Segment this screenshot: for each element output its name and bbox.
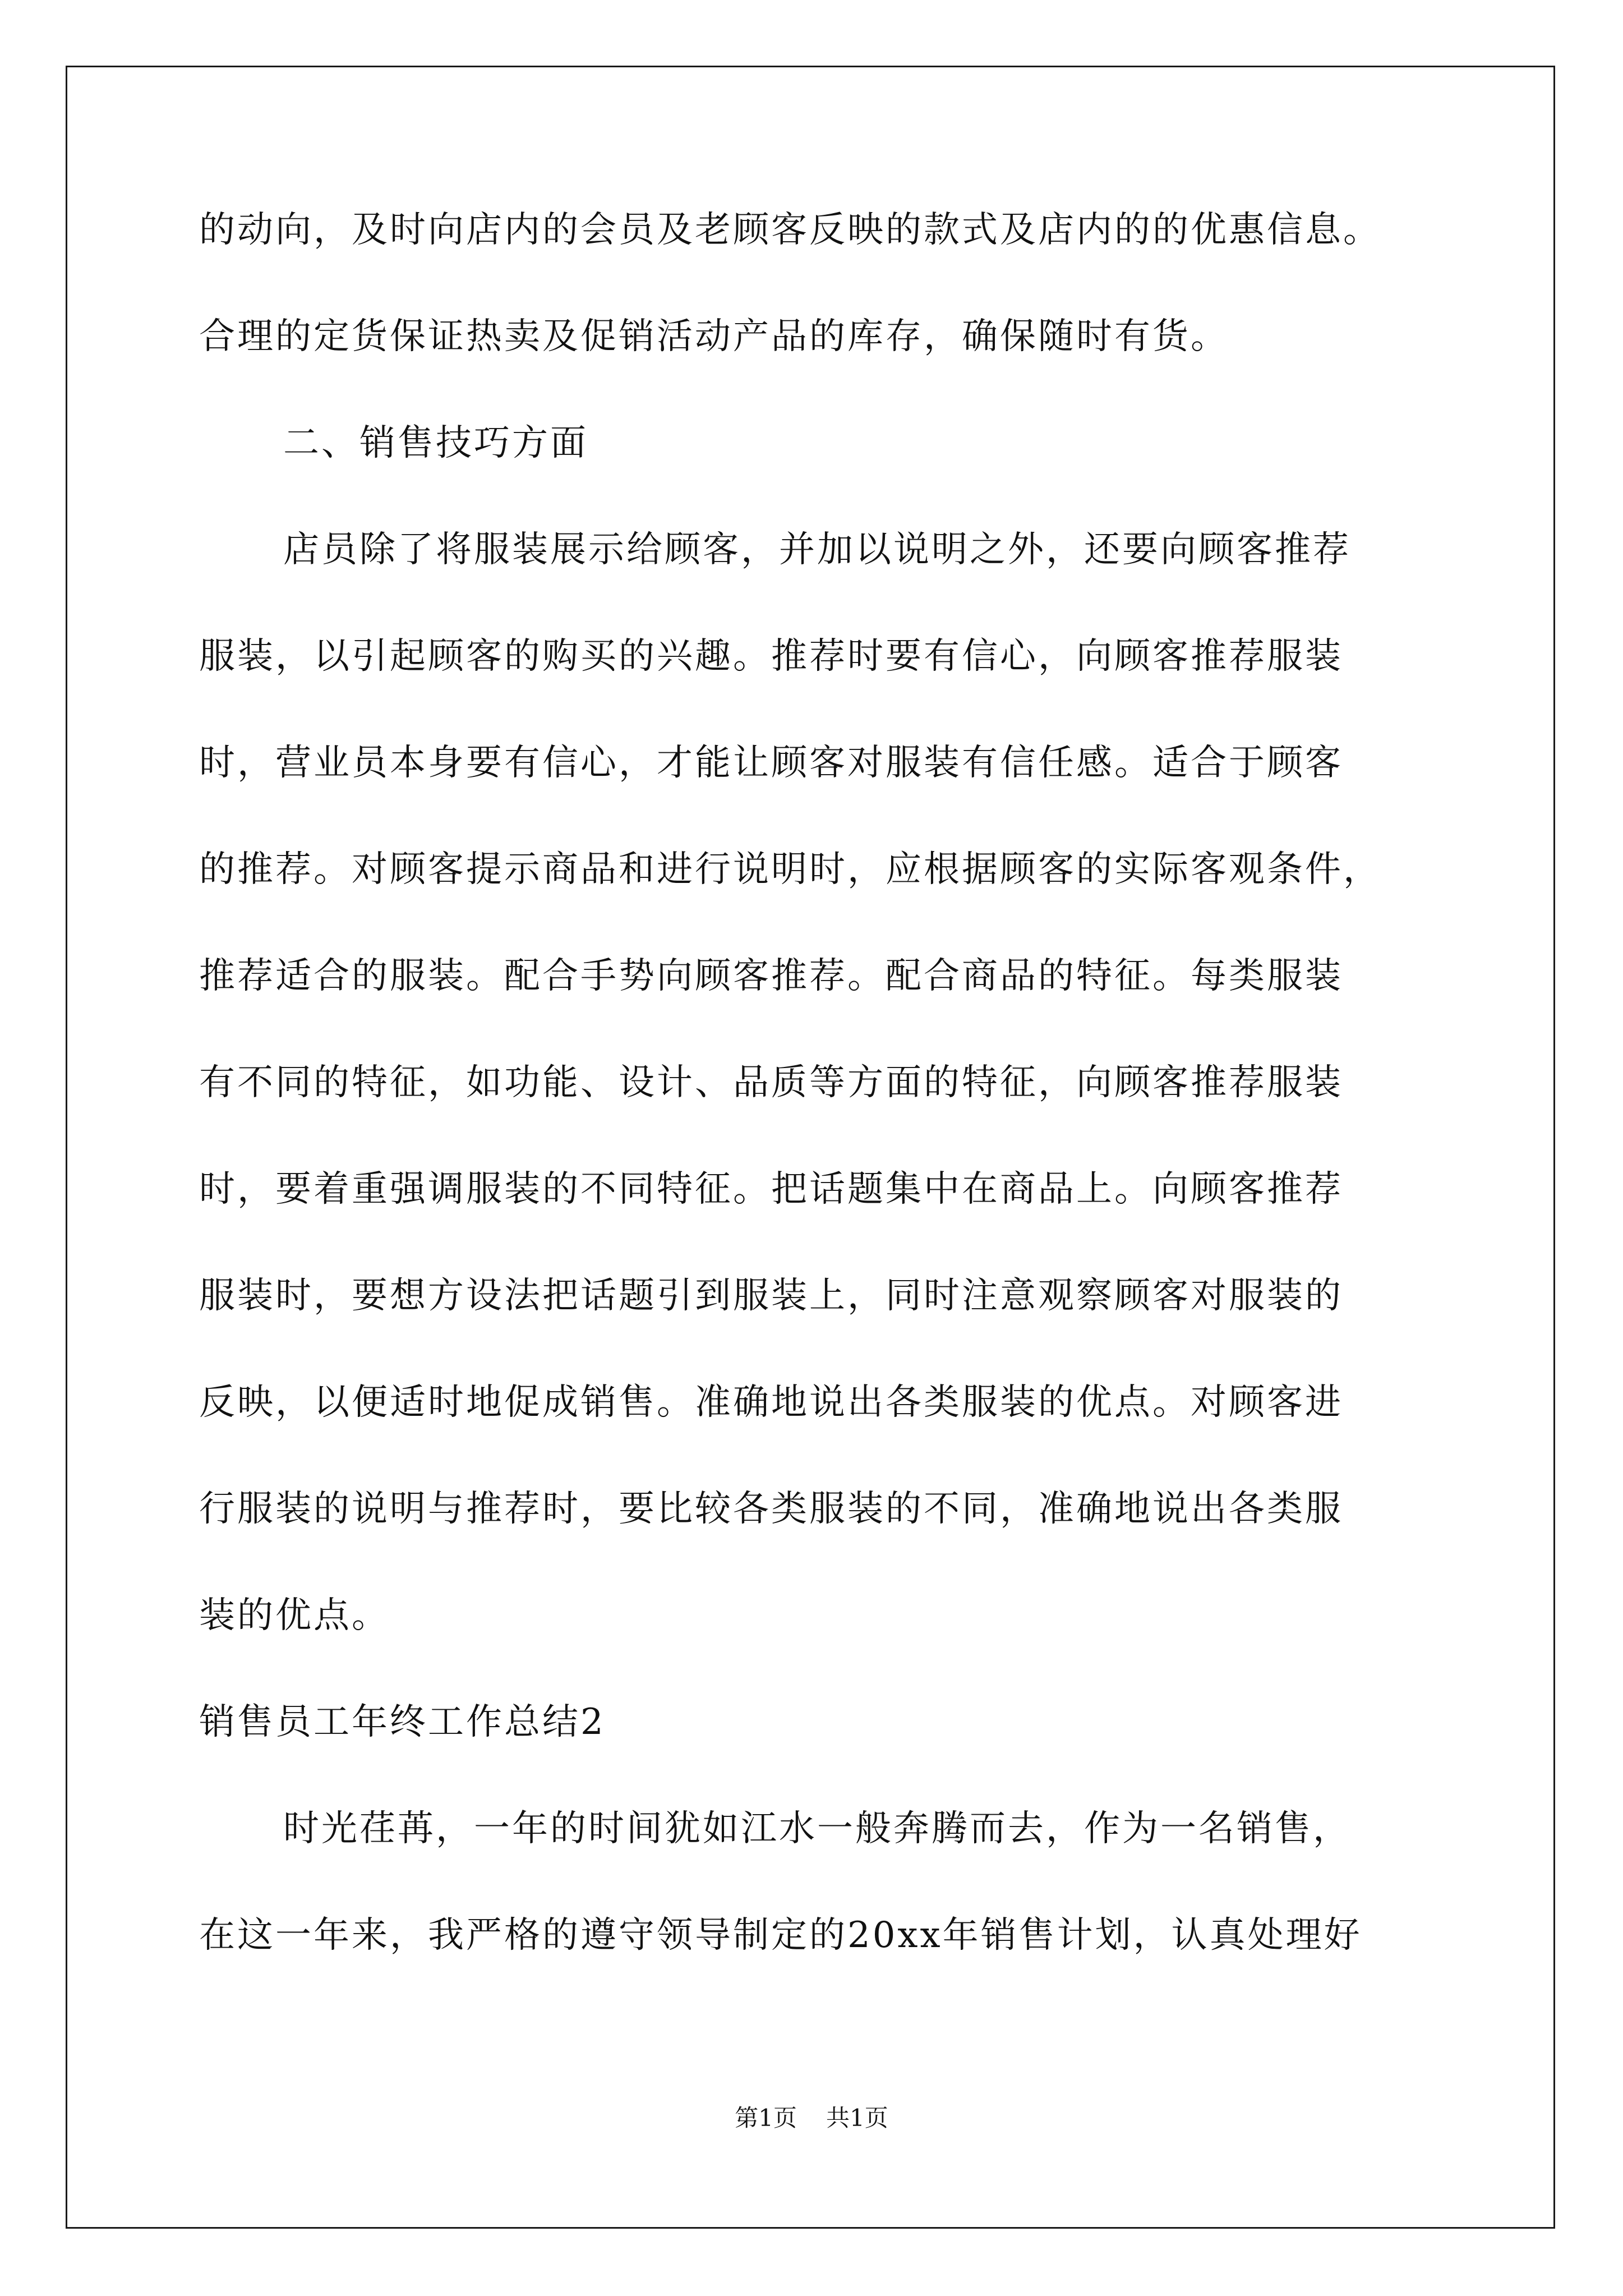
text-line: 合理的定货保证热卖及促销活动产品的库存，确保随时有货。 bbox=[199, 316, 1229, 357]
text-line: 服装，以引起顾客的购买的兴趣。推荐时要有信心，向顾客推荐服装 bbox=[199, 636, 1343, 677]
text-line: 推荐适合的服装。配合手势向顾客推荐。配合商品的特征。每类服装 bbox=[199, 955, 1343, 997]
text-line: 在这一年来，我严格的遵守领导制定的20xx年销售计划，认真处理好 bbox=[199, 1915, 1362, 1956]
text-line: 装的优点。 bbox=[199, 1595, 390, 1636]
text-line: 服装时，要想方设法把话题引到服装上，同时注意观察顾客对服装的 bbox=[199, 1275, 1343, 1317]
text-line: 的推荐。对顾客提示商品和进行说明时，应根据顾客的实际客观条件， bbox=[199, 849, 1381, 890]
text-line: 时，要着重强调服装的不同特征。把话题集中在商品上。向顾客推荐 bbox=[199, 1168, 1343, 1210]
text-line: 反映，以便适时地促成销售。准确地说出各类服装的优点。对顾客进 bbox=[199, 1382, 1343, 1423]
document-title: 销售员工年终工作总结2 bbox=[199, 1701, 606, 1743]
text-line: 时，营业员本身要有信心，才能让顾客对服装有信任感。适合于顾客 bbox=[199, 742, 1343, 784]
text-line: 店员除了将服装展示给顾客，并加以说明之外，还要向顾客推荐 bbox=[283, 529, 1351, 570]
text-line: 行服装的说明与推荐时，要比较各类服装的不同，准确地说出各类服 bbox=[199, 1488, 1343, 1530]
text-line: 有不同的特征，如功能、设计、品质等方面的特征，向顾客推荐服装 bbox=[199, 1062, 1343, 1103]
page-number: 第1页 bbox=[735, 2104, 797, 2132]
text-line: 时光荏苒，一年的时间犹如江水一般奔腾而去，作为一名销售， bbox=[283, 1808, 1351, 1849]
page-footer bbox=[0, 2101, 1623, 2135]
page-total: 共1页 bbox=[826, 2104, 888, 2132]
section-heading: 二、销售技巧方面 bbox=[283, 422, 588, 464]
page-border bbox=[66, 66, 1555, 2229]
text-line: 的动向，及时向店内的会员及老顾客反映的款式及店内的的优惠信息。 bbox=[199, 209, 1381, 251]
